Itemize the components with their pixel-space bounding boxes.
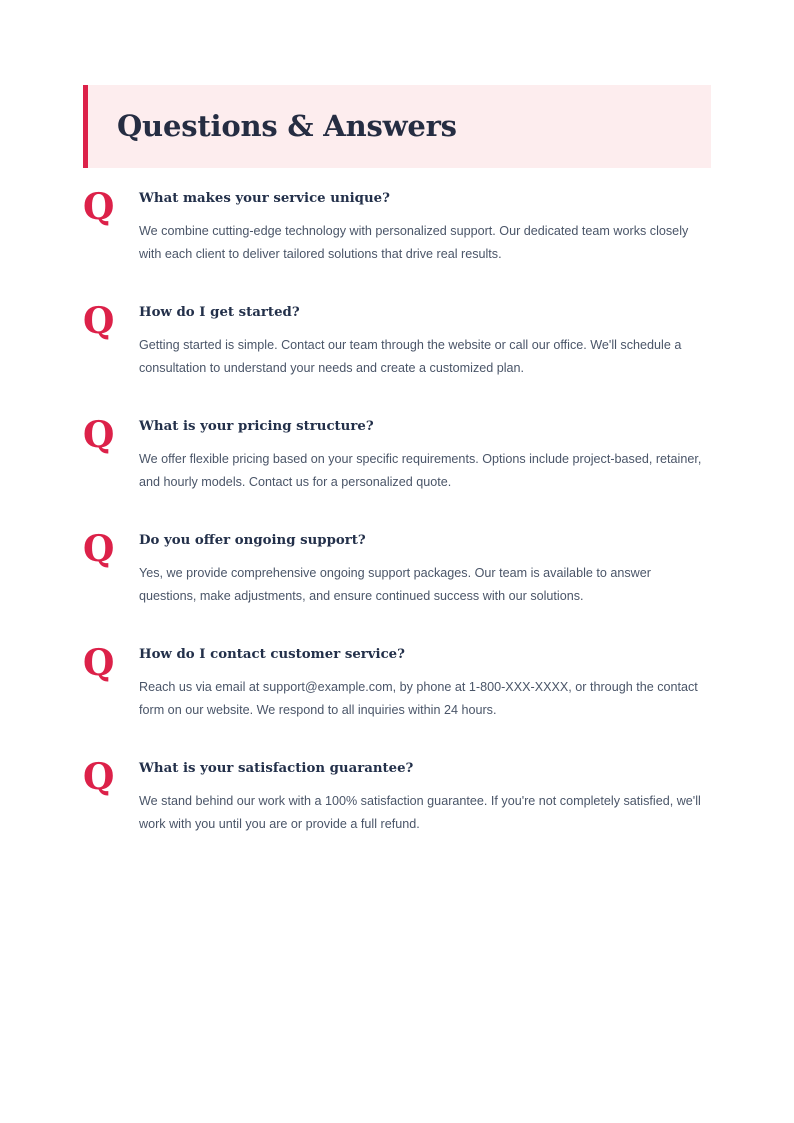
faq-item bbox=[83, 756, 711, 838]
faq-question: Do you offer ongoing support? bbox=[139, 533, 366, 548]
question-marker-icon: Q bbox=[83, 300, 115, 342]
faq-answer: We offer flexible pricing based on your specific requirements. Options include project-based, retainer, and hourly models. Contact us for a personalized quote. bbox=[139, 451, 702, 489]
question-marker-icon: Q bbox=[83, 642, 115, 684]
faq-question: What makes your service unique? bbox=[139, 191, 390, 206]
page-title: Questions & Answers bbox=[117, 108, 457, 143]
faq-answer: Reach us via email at support@example.com, by phone at 1-800-XXX-XXXX, or through the contact form on our website. We respond to all inquiries within 24 hours. bbox=[139, 679, 698, 717]
faq-question: What is your satisfaction guarantee? bbox=[139, 761, 414, 776]
faq-item bbox=[83, 528, 711, 610]
faq-item bbox=[83, 186, 711, 268]
faq-item bbox=[83, 414, 711, 496]
question-marker-icon: Q bbox=[83, 186, 115, 228]
faq-answer: Getting started is simple. Contact our team through the website or call our office. We'll schedule a consultation to understand your needs and create a customized plan. bbox=[139, 337, 682, 375]
faq-item bbox=[83, 642, 711, 724]
faq-question: What is your pricing structure? bbox=[139, 419, 374, 434]
question-marker-icon: Q bbox=[83, 414, 115, 456]
question-marker-icon: Q bbox=[83, 756, 115, 798]
faq-list bbox=[83, 186, 711, 838]
question-marker-icon: Q bbox=[83, 528, 115, 570]
faq-answer: We combine cutting-edge technology with personalized support. Our dedicated team works closely with each client to deliver tailored solutions that drive real results. bbox=[139, 223, 689, 261]
faq-header-band bbox=[83, 85, 711, 168]
faq-question: How do I get started? bbox=[139, 305, 300, 320]
faq-question: How do I contact customer service? bbox=[139, 647, 405, 662]
faq-item bbox=[83, 300, 711, 382]
faq-answer: We stand behind our work with a 100% satisfaction guarantee. If you're not completely satisfied, we'll work with you until you are or provide a full refund. bbox=[139, 793, 701, 831]
faq-answer: Yes, we provide comprehensive ongoing support packages. Our team is available to answer questions, make adjustments, and ensure continued success with our solutions. bbox=[139, 565, 651, 603]
